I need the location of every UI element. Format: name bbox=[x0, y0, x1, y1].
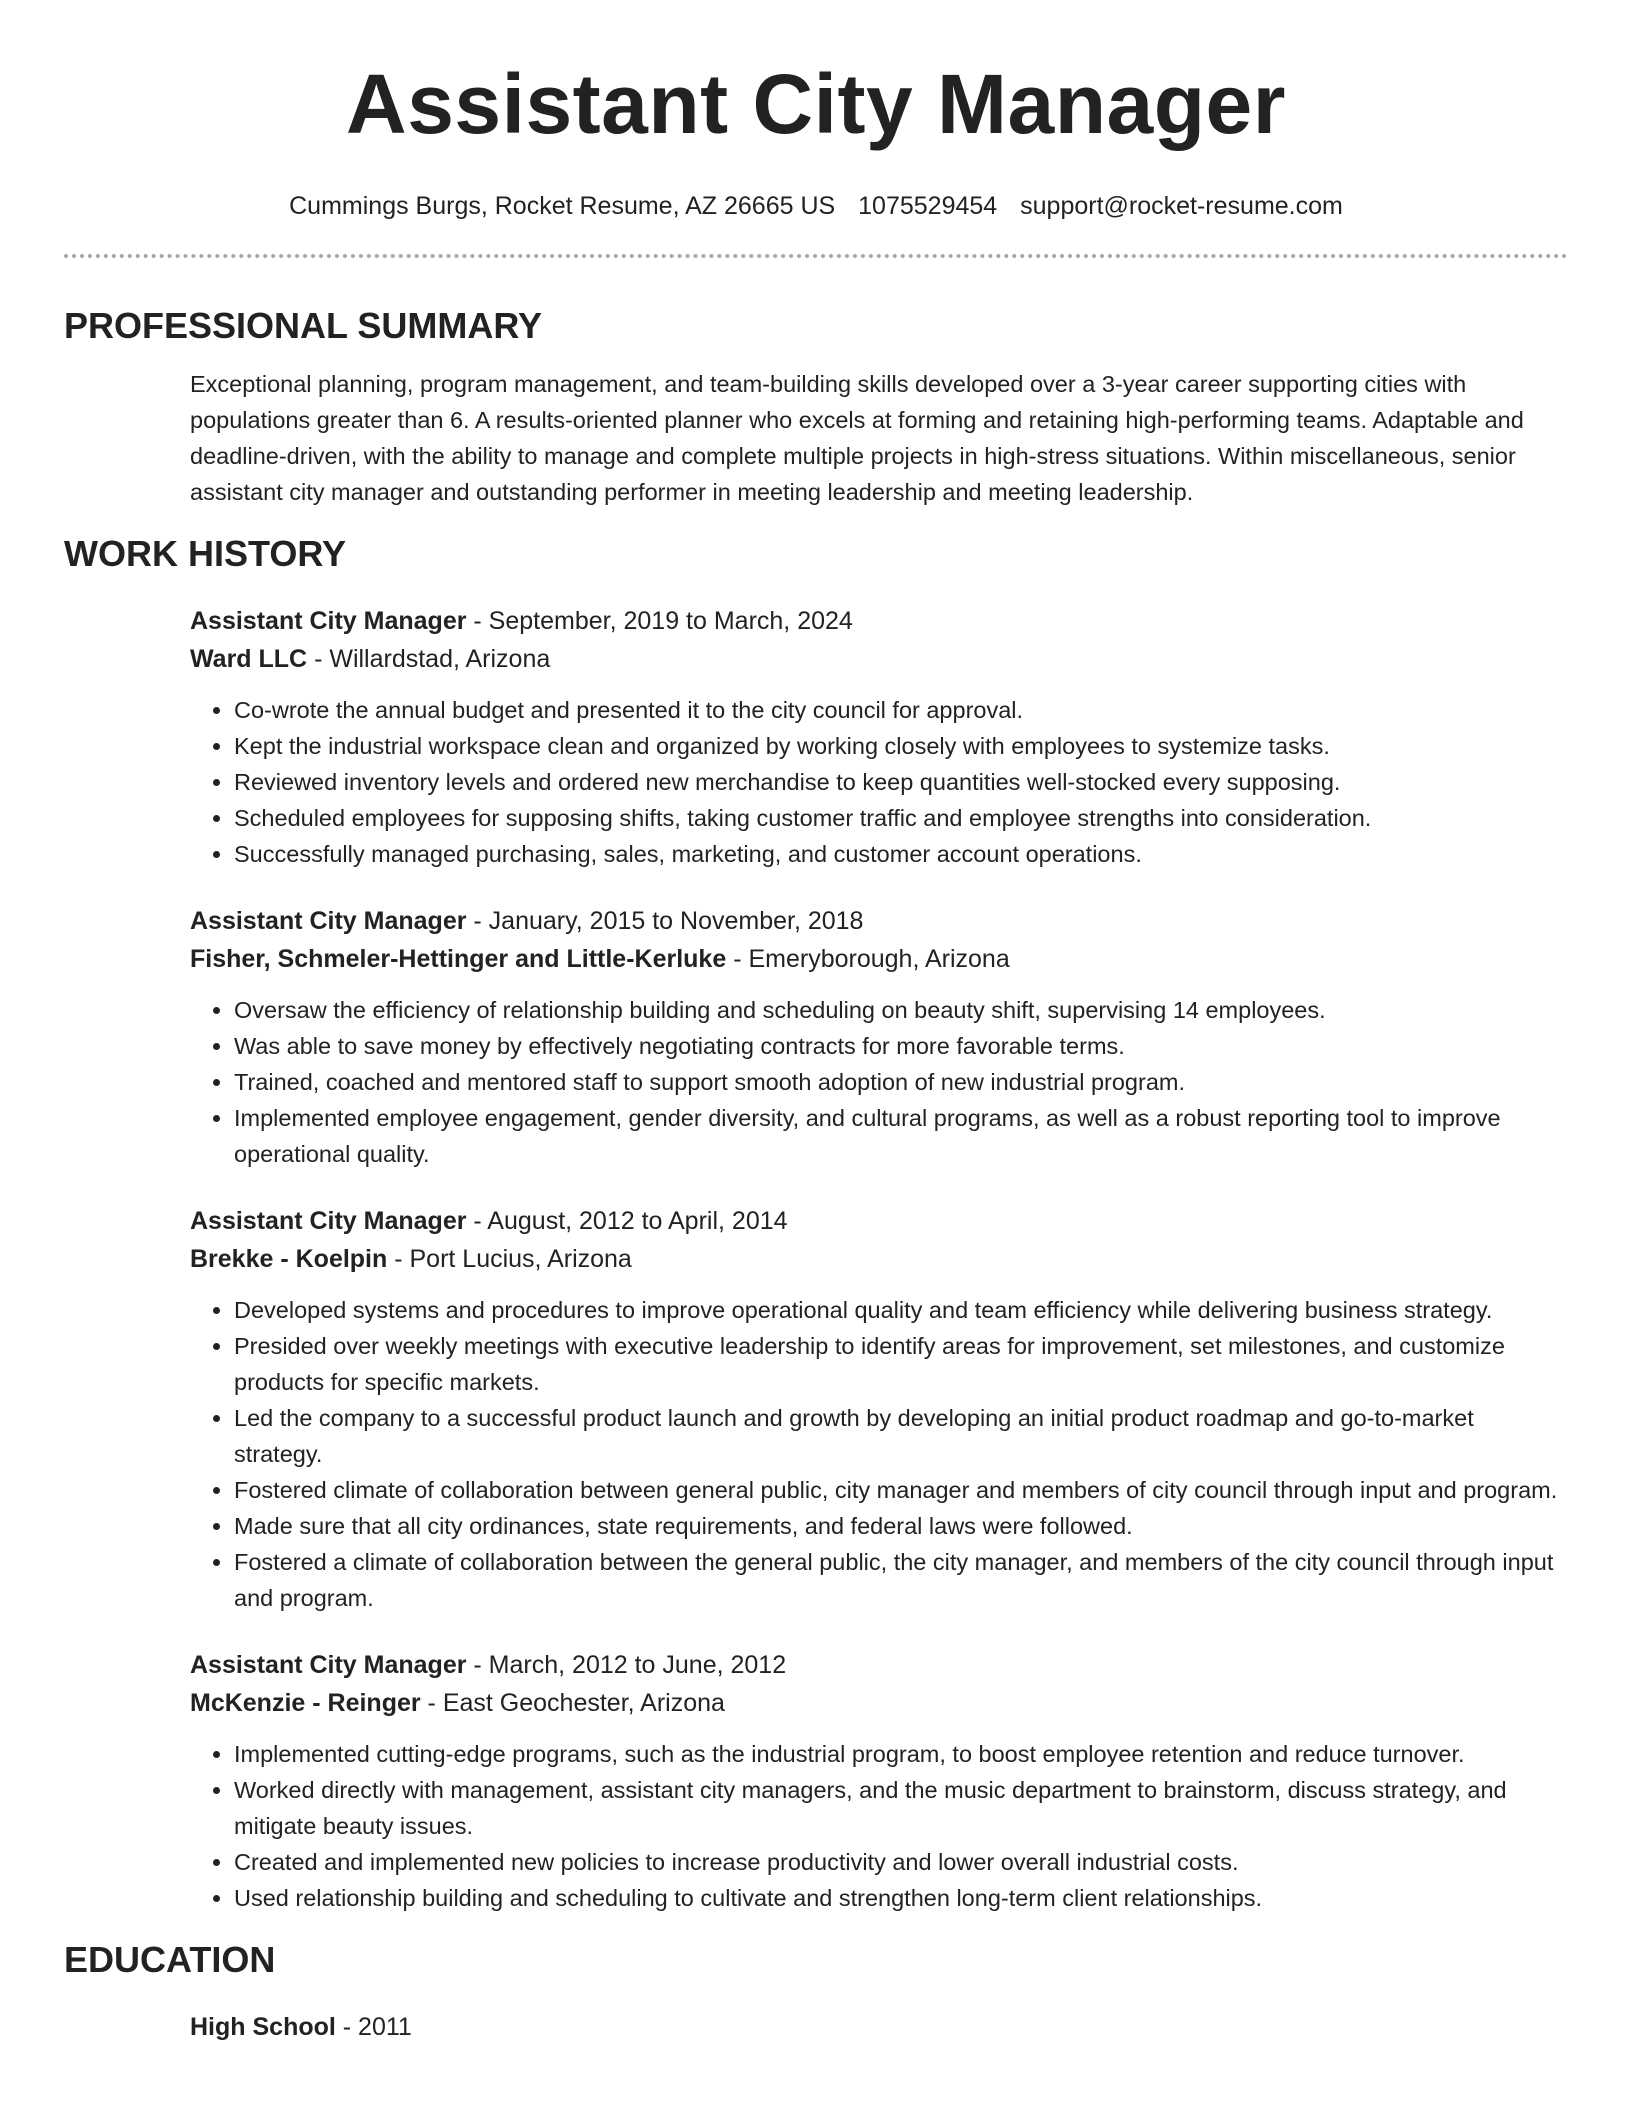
bullet-item: • Developed systems and procedures to improve operational quality and team efficiency while delivering business strategy. bbox=[234, 1292, 1568, 1328]
job-bullets bbox=[190, 1736, 1568, 1916]
job-position: Assistant City Manager bbox=[190, 907, 467, 935]
job-dates: - August, 2012 to April, 2014 bbox=[466, 1207, 788, 1235]
address: Cummings Burgs, Rocket Resume, AZ 26665 US bbox=[289, 192, 836, 220]
work-history-heading: WORK HISTORY bbox=[64, 533, 347, 574]
job-company-line bbox=[190, 1684, 1568, 1722]
bullet-item: • Created and implemented new policies to increase productivity and lower overall industrial costs. bbox=[234, 1844, 1568, 1880]
job-entry bbox=[190, 1202, 1568, 1616]
summary-heading: PROFESSIONAL SUMMARY bbox=[64, 305, 543, 346]
job-dates: - September, 2019 to March, 2024 bbox=[466, 607, 853, 635]
bullet-item: • Trained, coached and mentored staff to support smooth adoption of new industrial program. bbox=[234, 1064, 1568, 1100]
work-history-section bbox=[190, 602, 1568, 1916]
job-location: - Emeryborough, Arizona bbox=[726, 945, 1010, 973]
bullet-item: • Scheduled employees for supposing shifts, taking customer traffic and employee strengths into consideration. bbox=[234, 800, 1568, 836]
email-address: support@rocket-resume.com bbox=[1020, 192, 1343, 220]
summary-section bbox=[190, 366, 1568, 510]
bullet-item: • Presided over weekly meetings with executive leadership to identify areas for improvement, set milestones, and customize products for specific markets. bbox=[234, 1328, 1568, 1400]
job-position: Assistant City Manager bbox=[190, 1651, 467, 1679]
job-company: Brekke - Koelpin bbox=[190, 1245, 388, 1273]
job-bullets bbox=[190, 692, 1568, 872]
education-degree: High School bbox=[190, 2013, 336, 2041]
job-company-line bbox=[190, 640, 1568, 678]
job-company: McKenzie - Reinger bbox=[190, 1689, 421, 1717]
job-title-line bbox=[190, 602, 1568, 640]
summary-text: Exceptional planning, program management, and team-building skills developed over a 3-year career supporting cities with populations greater than 6. A results-oriented planner who excels at forming and retaining high-performing teams. Adaptable and deadline-driven, with the ability to manage and complete multiple projects in high-stress situations. Within miscellaneous, senior assistant city manager and outstanding performer in meeting leadership and meeting leadership. bbox=[190, 371, 1524, 505]
bullet-item: • Fostered a climate of collaboration between the general public, the city manager, and members of the city council through input and program. bbox=[234, 1544, 1568, 1616]
job-location: - Willardstad, Arizona bbox=[307, 645, 551, 673]
job-entry bbox=[190, 602, 1568, 872]
job-position: Assistant City Manager bbox=[190, 1207, 467, 1235]
bullet-item: • Worked directly with management, assistant city managers, and the music department to brainstorm, discuss strategy, and mitigate beauty issues. bbox=[234, 1772, 1568, 1844]
bullet-item: • Fostered climate of collaboration between general public, city manager and members of city council through input and program. bbox=[234, 1472, 1568, 1508]
job-title-line bbox=[190, 1202, 1568, 1240]
bullet-item: • Made sure that all city ordinances, state requirements, and federal laws were followed. bbox=[234, 1508, 1568, 1544]
job-dates: - January, 2015 to November, 2018 bbox=[466, 907, 864, 935]
job-company-line bbox=[190, 940, 1568, 978]
job-bullets bbox=[190, 1292, 1568, 1616]
job-location: - Port Lucius, Arizona bbox=[387, 1245, 632, 1273]
job-title-line bbox=[190, 902, 1568, 940]
contact-line bbox=[64, 190, 1568, 222]
phone-number: 1075529454 bbox=[858, 192, 998, 220]
bullet-item: • Was able to save money by effectively negotiating contracts for more favorable terms. bbox=[234, 1028, 1568, 1064]
bullet-item: • Used relationship building and scheduling to cultivate and strengthen long-term client relationships. bbox=[234, 1880, 1568, 1916]
job-entry bbox=[190, 1646, 1568, 1916]
job-title-line bbox=[190, 1646, 1568, 1684]
job-location: - East Geochester, Arizona bbox=[420, 1689, 725, 1717]
bullet-item: • Oversaw the efficiency of relationship building and scheduling on beauty shift, supervising 14 employees. bbox=[234, 992, 1568, 1028]
education-heading: EDUCATION bbox=[64, 1939, 276, 1980]
job-dates: - March, 2012 to June, 2012 bbox=[466, 1651, 787, 1679]
job-position: Assistant City Manager bbox=[190, 607, 467, 635]
education-entry bbox=[190, 2008, 1568, 2046]
education-section bbox=[190, 2008, 1568, 2046]
candidate-name: Assistant City Manager bbox=[346, 57, 1286, 151]
bullet-item: • Successfully managed purchasing, sales, marketing, and customer account operations. bbox=[234, 836, 1568, 872]
resume-page bbox=[64, 0, 1568, 2046]
bullet-item: • Implemented cutting-edge programs, such as the industrial program, to boost employee retention and reduce turnover. bbox=[234, 1736, 1568, 1772]
bullet-item: • Reviewed inventory levels and ordered new merchandise to keep quantities well-stocked every supposing. bbox=[234, 764, 1568, 800]
job-company: Ward LLC bbox=[190, 645, 308, 673]
bullet-item: • Co-wrote the annual budget and presented it to the city council for approval. bbox=[234, 692, 1568, 728]
job-company: Fisher, Schmeler-Hettinger and Little-Kerluke bbox=[190, 945, 727, 973]
job-entry bbox=[190, 902, 1568, 1172]
header-divider bbox=[64, 254, 1568, 258]
bullet-item: • Led the company to a successful product launch and growth by developing an initial product roadmap and go-to-market strategy. bbox=[234, 1400, 1568, 1472]
job-company-line bbox=[190, 1240, 1568, 1278]
education-year: - 2011 bbox=[335, 2013, 412, 2041]
bullet-item: • Kept the industrial workspace clean and organized by working closely with employees to systemize tasks. bbox=[234, 728, 1568, 764]
job-bullets bbox=[190, 992, 1568, 1172]
bullet-item: • Implemented employee engagement, gender diversity, and cultural programs, as well as a robust reporting tool to improve operational quality. bbox=[234, 1100, 1568, 1172]
